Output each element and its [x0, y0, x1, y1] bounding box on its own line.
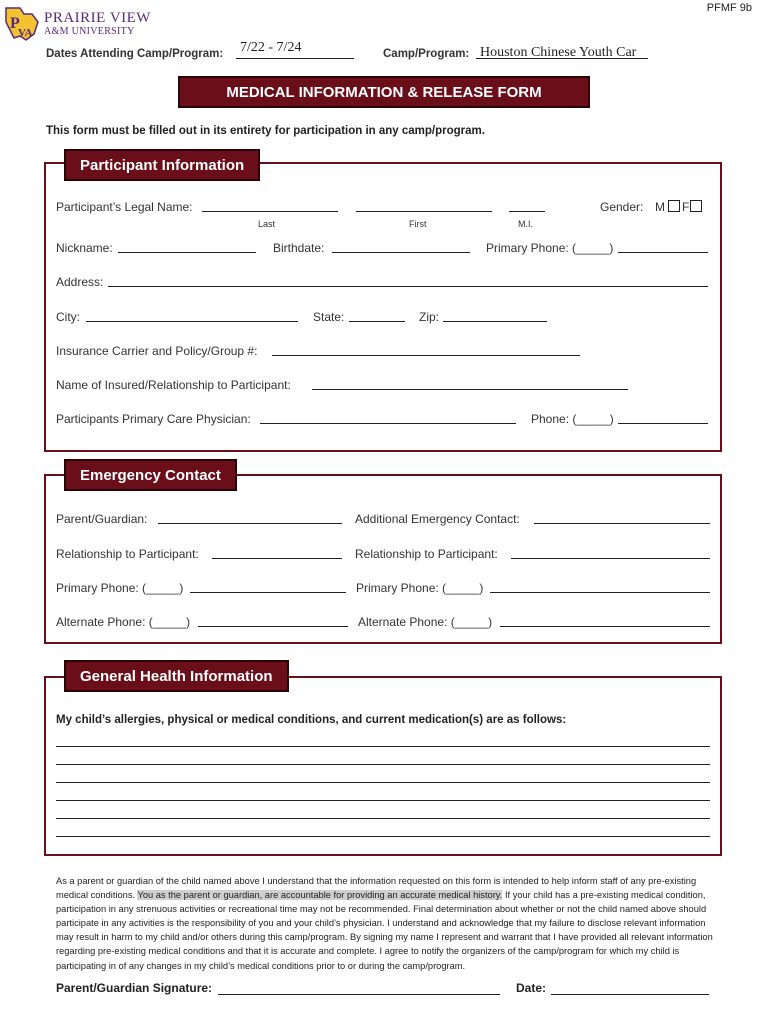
address-field[interactable]: [108, 286, 708, 287]
signature-label: Parent/Guardian Signature:: [56, 981, 213, 995]
insurance-field[interactable]: [272, 355, 580, 356]
city-label: City:: [56, 310, 80, 324]
legal-name-label: Participant’s Legal Name:: [56, 200, 193, 214]
logo-line-2: A&M UNIVERSITY: [44, 26, 135, 37]
health-line-3[interactable]: [56, 782, 710, 783]
disclaimer-part-2: If your child has a pre-existing medical condition, participation in any strenuous activities or recreational time may not be recommended. Final determination about whether or not the child named above should participate in any activities is the responsibility of you and your child’s physician. I understand and acknowledge that my failure to disclose relevant information may result in harm to my child and/or others during this camp/program. By signing my name I represent and warrant that I have provided all relevant information regarding pre-existing medical conditions and that it is accurate and complete. I agree to notify the organizers of the camp/program for which my child is participating in of any changes in my child’s medical conditions prior to or during the camp/program.: [56, 890, 713, 971]
svg-text:VA: VA: [18, 27, 33, 39]
emergency-section-title: Emergency Contact: [64, 459, 237, 491]
primary-phone-label-2: Primary Phone: (_____): [356, 581, 484, 595]
alternate-phone-field-2[interactable]: [500, 626, 710, 627]
primary-phone-field[interactable]: [618, 252, 708, 253]
health-section: [44, 676, 722, 856]
city-field[interactable]: [86, 321, 298, 322]
primary-phone-field-1[interactable]: [190, 592, 346, 593]
gender-m-checkbox[interactable]: [668, 200, 680, 212]
date-label: Date:: [516, 981, 547, 995]
pvamu-emblem-icon: [4, 4, 44, 44]
logo-line-1: PRAIRIE VIEW: [44, 10, 151, 26]
insurance-label: Insurance Carrier and Policy/Group #:: [56, 344, 258, 358]
first-name-field[interactable]: [356, 211, 492, 212]
participant-section-title: Participant Information: [64, 149, 260, 181]
additional-contact-field[interactable]: [534, 523, 710, 524]
nickname-field[interactable]: [118, 252, 256, 253]
relationship-field-1[interactable]: [212, 558, 342, 559]
parent-guardian-label: Parent/Guardian:: [56, 512, 148, 526]
release-disclaimer: [56, 874, 716, 973]
state-label: State:: [313, 310, 345, 324]
university-logo: [4, 4, 154, 44]
birthdate-field[interactable]: [332, 252, 470, 253]
physician-label: Participants Primary Care Physician:: [56, 412, 251, 426]
disclaimer-part-1: As a parent or guardian of the child named above I understand that the information requested on this form is intended to help inform staff of any pre-existing medical conditions.: [56, 876, 697, 901]
state-field[interactable]: [349, 321, 405, 322]
physician-phone-field[interactable]: [618, 423, 708, 424]
disclaimer-highlight: You as the parent or guardian, are accountable for providing an accurate medical history.: [137, 890, 503, 901]
dates-field-line: [236, 58, 354, 59]
zip-field[interactable]: [443, 321, 547, 322]
zip-label: Zip:: [419, 310, 440, 324]
health-line-5[interactable]: [56, 818, 710, 819]
dates-label: Dates Attending Camp/Program:: [46, 48, 224, 60]
physician-field[interactable]: [260, 423, 516, 424]
physician-phone-label: Phone: (_____): [531, 412, 614, 426]
gender-label: Gender:: [600, 200, 644, 214]
relationship-label-2: Relationship to Participant:: [355, 547, 498, 561]
alternate-phone-label-2: Alternate Phone: (_____): [358, 615, 493, 629]
address-label: Address:: [56, 275, 104, 289]
svg-text:P: P: [10, 15, 20, 32]
form-code: PFMF 9b: [706, 2, 752, 14]
nickname-label: Nickname:: [56, 241, 113, 255]
health-line-6[interactable]: [56, 836, 710, 837]
first-caption: First: [409, 219, 427, 229]
relationship-label-1: Relationship to Participant:: [56, 547, 199, 561]
camp-label: Camp/Program:: [383, 48, 470, 60]
primary-phone-label: Primary Phone: (_____): [486, 241, 614, 255]
gender-m-label: M: [655, 200, 665, 214]
health-line-2[interactable]: [56, 764, 710, 765]
relationship-field-2[interactable]: [511, 558, 710, 559]
health-prompt: My child’s allergies, physical or medical conditions, and current medication(s) are as follows:: [56, 714, 567, 726]
form-title: MEDICAL INFORMATION & RELEASE FORM: [178, 76, 590, 108]
birthdate-label: Birthdate:: [273, 241, 325, 255]
date-field[interactable]: [551, 994, 709, 995]
mi-field[interactable]: [509, 211, 545, 212]
dates-value[interactable]: 7/22 - 7/24: [240, 40, 302, 55]
last-name-field[interactable]: [202, 211, 338, 212]
primary-phone-field-2[interactable]: [490, 592, 710, 593]
insured-field[interactable]: [312, 389, 628, 390]
gender-f-checkbox[interactable]: [690, 200, 702, 212]
alternate-phone-field-1[interactable]: [198, 626, 348, 627]
parent-guardian-field[interactable]: [158, 523, 342, 524]
health-line-4[interactable]: [56, 800, 710, 801]
mi-caption: M.I.: [518, 219, 533, 229]
primary-phone-label-1: Primary Phone: (_____): [56, 581, 184, 595]
gender-f-label: F: [682, 200, 690, 214]
last-caption: Last: [258, 219, 276, 229]
signature-field[interactable]: [218, 994, 500, 995]
health-line-1[interactable]: [56, 746, 710, 747]
camp-value[interactable]: Houston Chinese Youth Car: [480, 45, 637, 60]
alternate-phone-label-1: Alternate Phone: (_____): [56, 615, 191, 629]
insured-label: Name of Insured/Relationship to Participant:: [56, 378, 291, 392]
health-section-title: General Health Information: [64, 660, 289, 692]
intro-text: This form must be filled out in its entirety for participation in any camp/program.: [46, 125, 485, 137]
additional-contact-label: Additional Emergency Contact:: [355, 512, 520, 526]
